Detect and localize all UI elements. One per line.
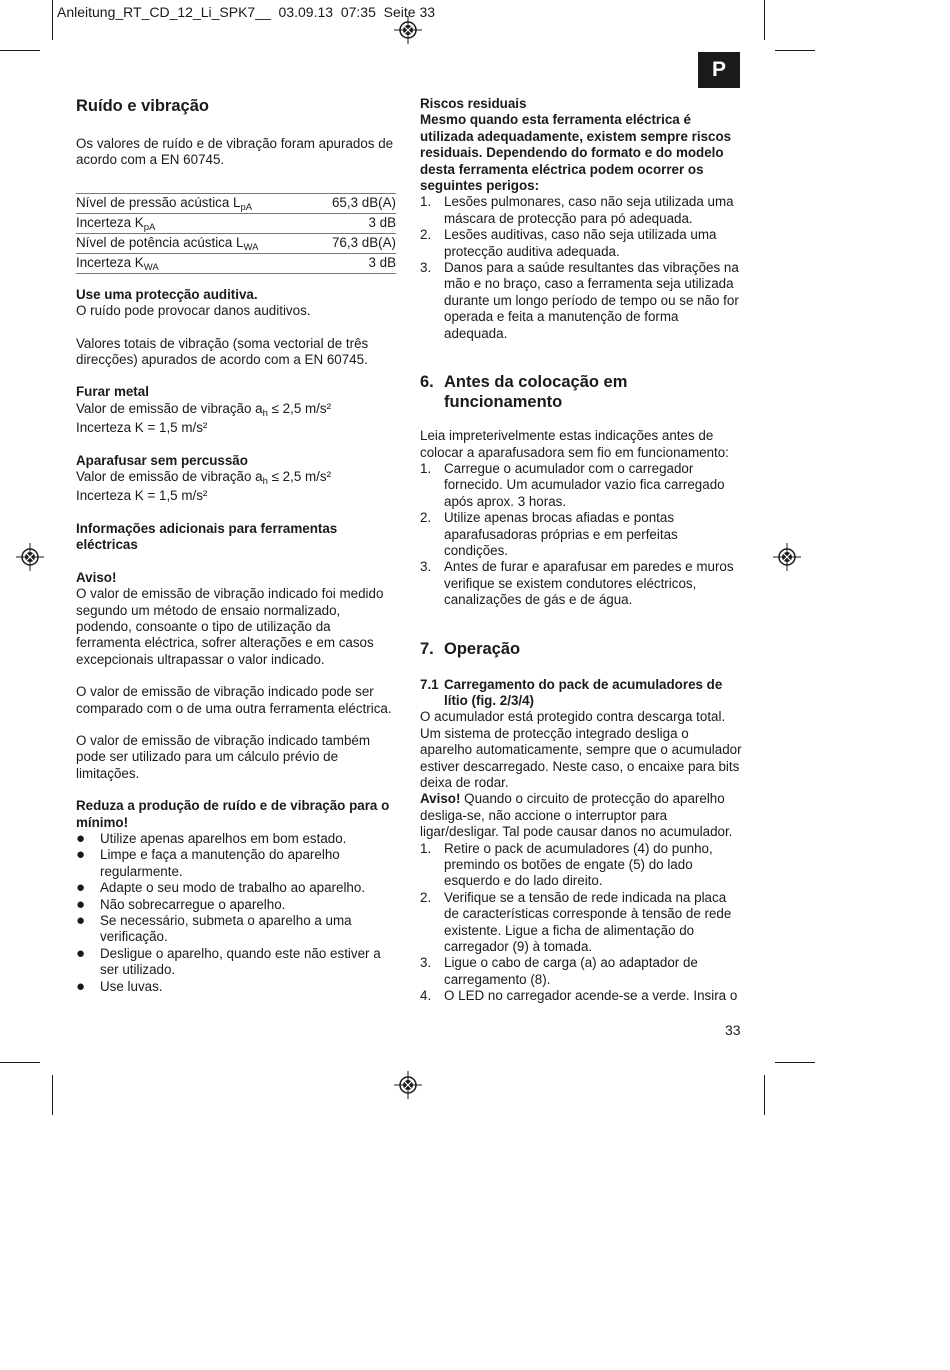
screw-uncertainty: Incerteza K = 1,5 m/s² <box>76 488 208 504</box>
list-item-text: Lesões auditivas, caso não seja utilizada uma protecção auditiva adequada. <box>444 227 717 259</box>
list-number: 3. <box>420 260 432 276</box>
residual-risks-heading: Riscos residuais <box>420 96 527 111</box>
section-7-heading <box>420 639 744 659</box>
list-number: 2. <box>420 227 432 243</box>
crop-mark-top-right-v <box>764 0 765 40</box>
noise-intro: Os valores de ruído e de vibração foram apurados de acordo com a EN 60745. <box>76 136 394 168</box>
list-number: 1. <box>420 194 432 210</box>
vibration-total-text: Valores totais de vibração (soma vectorial de três direcções) apurados de acordo com a EN 60745. <box>76 335 369 368</box>
spec-label <box>76 253 313 273</box>
section-6-heading <box>420 372 744 412</box>
spec-label <box>76 213 313 233</box>
bullet-icon: ● <box>76 846 86 864</box>
bullet-icon: ● <box>76 829 86 847</box>
crop-mark-top-right-h <box>775 50 815 51</box>
drill-value-sub: h <box>262 407 268 419</box>
drill-value-prefix: Valor de emissão de vibração a <box>76 400 263 416</box>
crop-mark-bottom-left-v <box>52 1075 53 1115</box>
registration-mark-bottom-icon <box>394 1071 422 1099</box>
subsection-number: 7.1 <box>420 676 439 692</box>
hearing-protection-heading: Use uma protecção auditiva. <box>76 286 258 302</box>
reduce-heading: Reduza a produção de ruído e de vibração para o mínimo! <box>76 798 390 830</box>
list-item-text: Limpe e faça a manutenção do aparelho regularmente. <box>100 847 340 879</box>
list-item <box>76 880 396 896</box>
language-tab: P <box>698 52 740 88</box>
list-item <box>76 946 396 979</box>
registration-mark-top-icon <box>394 16 422 44</box>
bullet-icon: ● <box>76 879 86 897</box>
list-item-text: Utilize apenas aparelhos em bom estado. <box>100 830 347 846</box>
spec-label-sub: pA <box>240 201 253 213</box>
list-item <box>420 841 744 890</box>
spec-label <box>76 193 313 213</box>
spec-label-sub: WA <box>243 241 259 253</box>
list-item <box>420 260 744 342</box>
registration-mark-left-icon <box>16 543 44 571</box>
screw-value-suffix: ≤ 2,5 m/s² <box>267 469 332 485</box>
section-6-list <box>420 461 744 609</box>
list-item <box>76 897 396 913</box>
list-number: 4. <box>420 988 432 1004</box>
list-item-text: Ligue o cabo de carga (a) ao adaptador de carregamento (8). <box>444 955 698 987</box>
list-item <box>420 227 744 260</box>
table-row <box>76 193 396 213</box>
noise-spec-table <box>76 193 396 274</box>
subsection-7-1-heading <box>420 677 744 710</box>
list-item-text: Verifique se a tensão de rede indicada na placa de características corresponde à tensão de rede existente. Ligue a ficha de alimentação do carregador (9) à tomada. <box>444 889 732 955</box>
list-item <box>420 559 744 608</box>
screw-value <box>76 469 396 488</box>
list-item-text: Adapte o seu modo de trabalho ao aparelho. <box>100 880 366 896</box>
list-item <box>76 831 396 847</box>
drill-metal-uncertainty: Incerteza K = 1,5 m/s² <box>76 420 208 436</box>
spec-label-text: Incerteza K <box>76 214 144 230</box>
list-item-text: Retire o pack de acumuladores (4) do punho, premindo os botões de engate (5) do lado esquerdo e do lado direito. <box>444 840 713 889</box>
crop-mark-top-left-h <box>0 50 40 51</box>
list-item <box>420 461 744 510</box>
screw-heading: Aparafusar sem percussão <box>76 452 248 468</box>
section-title-noise: Ruído e vibração <box>76 97 209 115</box>
spec-value: 3 dB <box>313 213 396 233</box>
bullet-icon: ● <box>76 977 86 995</box>
section-6-intro: Leia impreterivelmente estas indicações antes de colocar a aparafusadora sem fio em funcionamento: <box>420 428 729 460</box>
list-item-text: O LED no carregador acende-se a verde. Insira o <box>444 988 738 1004</box>
page-number: 33 <box>725 1022 741 1038</box>
list-number: 1. <box>420 460 432 476</box>
subsection-7-1-warning <box>420 791 744 840</box>
section-title: Antes da colocação em funcionamento <box>444 373 628 412</box>
spec-value: 3 dB <box>313 253 396 273</box>
warning-heading: Aviso! <box>76 569 117 585</box>
spec-label-text: Nível de pressão acústica L <box>76 194 241 210</box>
list-item-text: Utilize apenas brocas afiadas e pontas aparafusadoras próprias e em perfeitas condições. <box>444 510 678 558</box>
list-item <box>420 890 744 956</box>
list-item <box>420 955 744 988</box>
list-item-text: Use luvas. <box>100 978 163 994</box>
compare-text: O valor de emissão de vibração indicado pode ser comparado com o de uma outra ferramenta eléctrica. <box>76 684 392 716</box>
additional-info-heading: Informações adicionais para ferramentas eléctricas <box>76 520 338 553</box>
list-number: 3. <box>420 559 432 575</box>
spec-label-sub: WA <box>143 261 159 273</box>
section-number: 6. <box>420 373 434 392</box>
section-title: Operação <box>444 639 521 658</box>
warning-text: Quando o circuito de protecção do aparelho desliga-se, não accione o interruptor para ligar/desligar. Tal pode causar danos no acumulador. <box>420 791 733 840</box>
table-row <box>76 233 396 253</box>
list-item-text: Não sobrecarregue o aparelho. <box>100 896 286 912</box>
hearing-protection-text: O ruído pode provocar danos auditivos. <box>76 303 311 319</box>
section-number: 7. <box>420 639 434 658</box>
table-row <box>76 213 396 233</box>
list-item <box>76 847 396 880</box>
list-item-text: Se necessário, submeta o aparelho a uma verificação. <box>100 913 352 945</box>
reduce-list <box>76 831 396 995</box>
residual-risks-list <box>420 194 744 342</box>
subsection-title: Carregamento do pack de acumuladores de lítio (fig. 2/3/4) <box>444 676 723 708</box>
spec-label <box>76 233 313 253</box>
drill-value-suffix: ≤ 2,5 m/s² <box>267 400 332 416</box>
drill-metal-heading: Furar metal <box>76 384 149 400</box>
subsection-7-1-text: O acumulador está protegido contra descarga total. Um sistema de protecção integrado desliga o aparelho automaticamente, sempre que o acumulador estiver descarregado. Neste caso, o encaixe para bits deixa de rodar. <box>420 709 742 790</box>
bullet-icon: ● <box>76 895 86 913</box>
print-header: Anleitung_RT_CD_12_Li_SPK7__ 03.09.13 07:35 Seite 33 <box>57 4 436 20</box>
list-item <box>420 510 744 559</box>
list-number: 2. <box>420 510 432 526</box>
spec-label-text: Incerteza K <box>76 254 144 270</box>
list-item <box>420 988 744 1004</box>
warning-text: O valor de emissão de vibração indicado foi medido segundo um método de ensaio normalizado, podendo, consoante o tipo de utilização da ferramenta eléctrica, sofrer alterações e em casos excepcionais ultrapassar o valor indicado. <box>76 586 384 667</box>
crop-mark-bottom-left-h <box>0 1062 40 1063</box>
list-item-text: Danos para a saúde resultantes das vibrações na mão e no braço, caso a ferramenta seja utilizada durante um longo período de tempo ou se não for operada e feita a manutenção de forma adequada. <box>444 260 739 341</box>
left-column <box>76 96 396 995</box>
right-column <box>420 96 744 1005</box>
list-item-text: Carregue o acumulador com o carregador fornecido. Um acumulador vazio fica carregado após aprox. 3 horas. <box>444 460 725 509</box>
list-item <box>420 194 744 227</box>
spec-label-text: Nível de potência acústica L <box>76 234 244 250</box>
list-item-text: Desligue o aparelho, quando este não estiver a ser utilizado. <box>100 945 381 978</box>
screw-value-prefix: Valor de emissão de vibração a <box>76 469 263 485</box>
bullet-icon: ● <box>76 944 86 962</box>
spec-value: 76,3 dB(A) <box>313 233 396 253</box>
table-row <box>76 253 396 273</box>
drill-metal-value <box>76 401 396 417</box>
list-number: 1. <box>420 840 432 856</box>
spec-label-sub: pA <box>143 221 156 233</box>
crop-mark-top-left-v <box>52 0 53 40</box>
spec-value: 65,3 dB(A) <box>313 193 396 213</box>
registration-mark-right-icon <box>773 543 801 571</box>
crop-mark-bottom-right-h <box>775 1062 815 1063</box>
list-item-text: Antes de furar e aparafusar em paredes e muros verifique se existem condutores eléctricos, canalizações de gás e de água. <box>444 559 734 608</box>
list-item <box>76 913 396 946</box>
list-item <box>76 979 396 995</box>
warning-label: Aviso! <box>420 791 461 807</box>
estimate-text: O valor de emissão de vibração indicado também pode ser utilizado para um cálculo prévio de limitações. <box>76 732 370 781</box>
list-item-text: Lesões pulmonares, caso não seja utilizada uma máscara de protecção para pó adequada. <box>444 194 734 226</box>
subsection-7-1-list <box>420 841 744 1005</box>
list-number: 2. <box>420 889 432 905</box>
residual-risks-intro: Mesmo quando esta ferramenta eléctrica é utilizada adequadamente, existem sempre riscos residuais. Dependendo do formato e do modelo desta ferramenta eléctrica podem ocorrer os seguintes perigos: <box>420 112 732 194</box>
list-number: 3. <box>420 955 432 971</box>
crop-mark-bottom-right-v <box>764 1075 765 1115</box>
bullet-icon: ● <box>76 912 86 929</box>
screw-value-sub: h <box>262 476 268 488</box>
